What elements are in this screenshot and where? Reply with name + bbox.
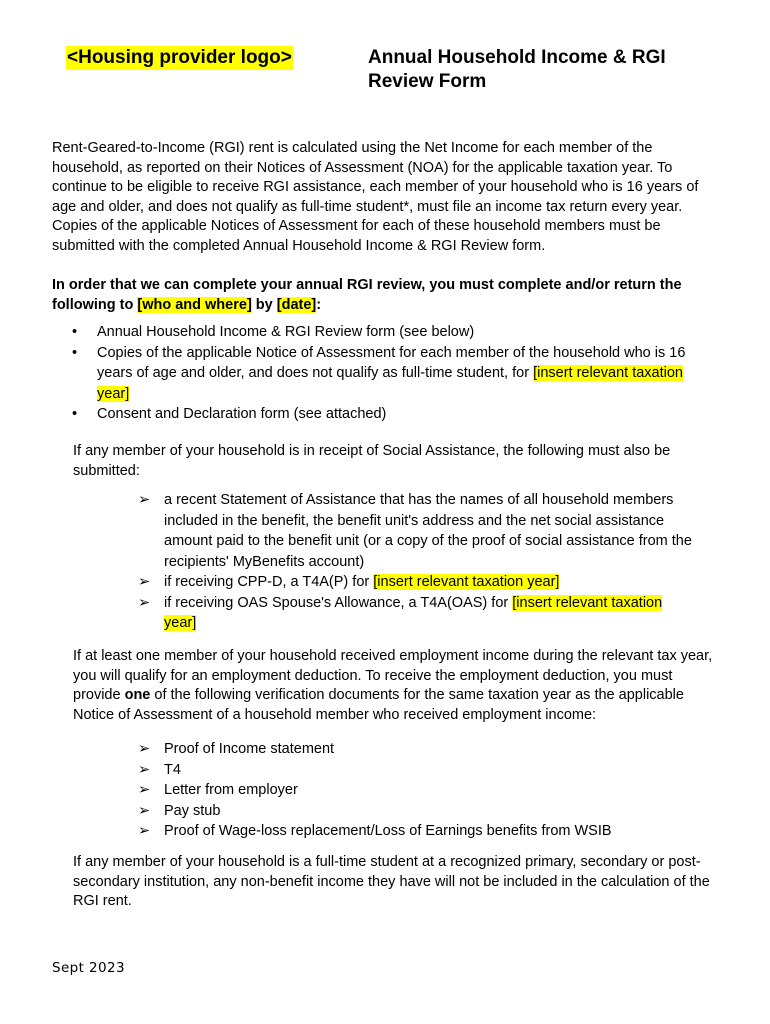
list-item <box>52 322 722 343</box>
list-item-text: Proof of Wage-loss replacement/Loss of Earnings benefits from WSIB <box>164 823 612 839</box>
employment-intro <box>73 647 713 725</box>
list-item-text: Letter from employer <box>164 782 298 798</box>
form-title: Annual Household Income & RGI Review Form <box>368 47 666 92</box>
list-item-text: Proof of Income statement <box>164 741 335 757</box>
list-item <box>138 821 698 842</box>
instruction-text: In order that we can complete your annual RGI review, you must complete and/or return the following to <box>52 277 682 313</box>
list-item <box>138 801 698 822</box>
taxation-year-placeholder: [insert relevant taxation <box>533 365 683 381</box>
arrow-bullet-icon: ➢ <box>138 802 151 819</box>
footer-date: Sept 2023 <box>52 960 125 976</box>
arrow-bullet-icon: ➢ <box>138 741 151 757</box>
list-item <box>138 572 698 593</box>
taxation-year-placeholder: year] <box>164 615 197 631</box>
list-item-text: years of age and older, and does not qualify as full-time student, for <box>97 365 534 381</box>
list-item-text: a recent Statement of Assistance that has the names of all household members included in the benefit, the benefit unit's address and the net social assistance amount paid to the benefit unit (or a copy of the proof of social assistance from the recipients' MyBenefits account) <box>164 492 692 570</box>
social-assistance-list <box>138 490 698 634</box>
list-item-text: Annual Household Income & RGI Review form (see below) <box>97 324 475 340</box>
instruction-paragraph <box>52 276 722 315</box>
list-item <box>138 593 698 634</box>
list-item <box>138 780 698 801</box>
list-item-continuation <box>89 363 722 404</box>
instruction-text: : <box>316 296 322 313</box>
student-paragraph: If any member of your household is a full-time student at a recognized primary, secondary or post-secondary institution, any non-benefit income they have will not be included in the calculation of the RGI rent. <box>73 854 710 909</box>
date-placeholder: [date] <box>276 296 317 313</box>
taxation-year-placeholder: [insert relevant taxation <box>512 594 663 611</box>
who-and-where-placeholder: [who and where] <box>137 296 252 313</box>
list-item-text: if receiving OAS Spouse's Allowance, a T4A(OAS) for <box>164 594 513 611</box>
social-assistance-intro: If any member of your household is in receipt of Social Assistance, the following must also be submitted: <box>73 443 671 479</box>
employment-intro-text: of the following verification documents for the same taxation year as the applicable Notice of Assessment of a household member who received employment income: <box>73 687 684 723</box>
instruction-text: by <box>251 296 277 313</box>
list-item-text: if receiving CPP-D, a T4A(P) for <box>164 574 374 590</box>
arrow-bullet-icon: ➢ <box>138 761 151 778</box>
arrow-bullet-icon: ➢ <box>138 574 151 590</box>
list-item <box>52 343 722 405</box>
taxation-year-placeholder: [insert relevant taxation year] <box>373 574 560 590</box>
arrow-bullet-icon: ➢ <box>138 823 151 839</box>
list-item-text: Pay stub <box>164 802 221 819</box>
arrow-bullet-icon: ➢ <box>138 594 151 611</box>
list-item <box>138 760 698 781</box>
intro-paragraph: Rent-Geared-to-Income (RGI) rent is calculated using the Net Income for each member of the household, as reported on their Notices of Assessment (NOA) for the applicable taxation year. To continue to be eligible to receive RGI assistance, each member of your household who is 16 years of age and older, and does not qualify as full-time student*, must file an income tax return every year. Copies of the applicable Notices of Assessment for each of these household members must be submitted with the completed Annual Household Income & RGI Review form. <box>52 140 699 254</box>
arrow-bullet-icon: ➢ <box>138 492 151 508</box>
housing-provider-logo-placeholder: <Housing provider logo> <box>67 47 292 68</box>
arrow-bullet-icon: ➢ <box>138 782 151 798</box>
taxation-year-placeholder: year] <box>97 385 130 402</box>
list-item <box>138 490 698 572</box>
required-documents-list <box>52 322 722 425</box>
list-item-text: T4 <box>164 761 181 778</box>
list-item-text: Copies of the applicable Notice of Assessment for each member of the household who is 16 <box>97 344 686 361</box>
employment-intro-emphasis: one <box>124 687 151 703</box>
list-item-text: Consent and Declaration form (see attached) <box>97 406 387 422</box>
employment-documents-list <box>138 739 698 842</box>
list-item <box>52 404 722 425</box>
employment-intro-text: If at least one member of your household received employment income during the relevant tax year, you will qualify for an employment deduction. To receive the employment deduction, you must provide <box>73 648 713 703</box>
list-item <box>138 739 698 760</box>
